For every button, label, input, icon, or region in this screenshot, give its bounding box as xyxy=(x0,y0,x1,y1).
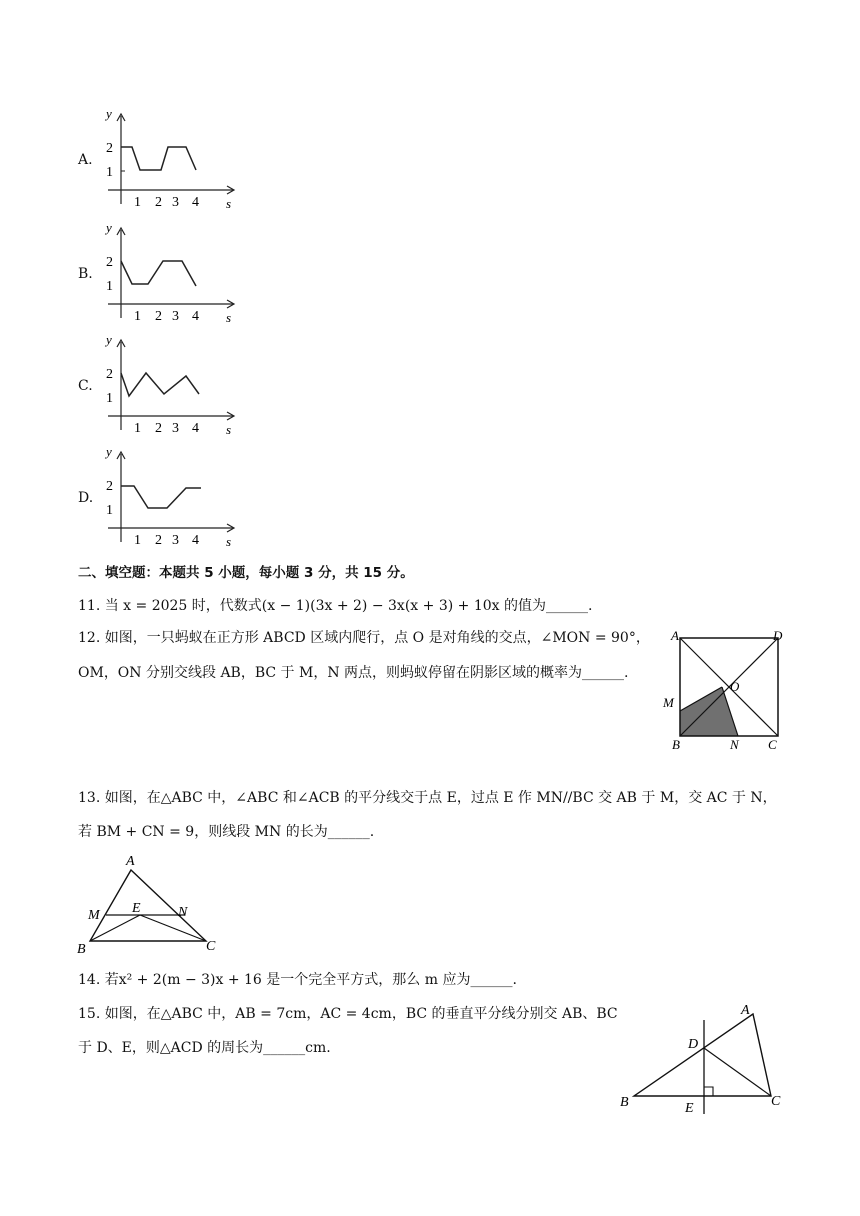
y-axis-label: y xyxy=(106,332,112,347)
x-axis-label: s xyxy=(226,534,232,549)
svg-text:1: 1 xyxy=(134,195,141,210)
svg-text:2: 2 xyxy=(155,421,162,436)
question-15-line1: 15. 如图，在△ABC 中，AB = 7cm，AC = 4cm，BC 的垂直平分线分别交 AB、BC xyxy=(78,1006,618,1022)
svg-text:E: E xyxy=(132,901,141,916)
svg-text:3: 3 xyxy=(172,421,179,436)
option-label: B. xyxy=(78,266,93,282)
svg-text:2: 2 xyxy=(106,367,113,382)
y-axis-label: y xyxy=(106,220,112,235)
option-b xyxy=(0,214,260,329)
square-figure xyxy=(660,626,790,754)
svg-text:2: 2 xyxy=(106,141,113,156)
svg-text:C: C xyxy=(768,737,777,752)
svg-text:2: 2 xyxy=(106,255,113,270)
svg-text:B: B xyxy=(672,737,680,752)
svg-text:A: A xyxy=(741,1003,750,1018)
section-heading: 二、填空题：本题共 5 小题，每小题 3 分，共 15 分。 xyxy=(78,565,414,581)
svg-text:3: 3 xyxy=(172,309,179,324)
svg-text:1: 1 xyxy=(106,165,113,180)
question-12-line2: OM，ON 分别交线段 AB，BC 于 M，N 两点，则蚂蚁停留在阴影区域的概率为______. xyxy=(78,665,629,681)
question-11: 11. 当 x = 2025 时，代数式(x − 1)(3x + 2) − 3x(x + 3) + 10x 的值为______. xyxy=(78,598,593,614)
svg-text:2: 2 xyxy=(155,195,162,210)
svg-text:M: M xyxy=(88,908,100,923)
x-axis-label: s xyxy=(226,310,232,325)
svg-text:B: B xyxy=(620,1095,629,1110)
svg-text:N: N xyxy=(178,905,188,920)
graph-line xyxy=(121,261,196,286)
svg-text:1: 1 xyxy=(106,279,113,294)
svg-text:M: M xyxy=(663,695,674,710)
svg-text:O: O xyxy=(730,679,740,694)
svg-text:4: 4 xyxy=(192,309,199,324)
x-axis-label: s xyxy=(226,422,232,437)
option-d xyxy=(0,438,260,553)
graph-line xyxy=(121,147,196,170)
svg-text:1: 1 xyxy=(106,391,113,406)
question-12-line1: 12. 如图，一只蚂蚁在正方形 ABCD 区域内爬行，点 O 是对角线的交点，∠MON = 90°， xyxy=(78,630,650,646)
svg-text:D: D xyxy=(773,628,783,643)
triangle-figure-13 xyxy=(74,852,234,954)
graph-line xyxy=(121,486,201,508)
y-axis-label: y xyxy=(106,444,112,459)
svg-text:C: C xyxy=(771,1094,781,1109)
svg-text:A: A xyxy=(671,628,679,643)
svg-text:1: 1 xyxy=(134,309,141,324)
option-c-graph xyxy=(100,326,245,441)
triangle-figure-15 xyxy=(618,996,793,1120)
svg-text:1: 1 xyxy=(134,421,141,436)
option-a-graph xyxy=(100,100,245,215)
question-15-line2: 于 D、E，则△ACD 的周长为______cm. xyxy=(78,1040,331,1056)
svg-text:4: 4 xyxy=(192,533,199,548)
svg-text:E: E xyxy=(685,1101,694,1116)
question-14: 14. 若x² + 2(m − 3)x + 16 是一个完全平方式，那么 m 应为______. xyxy=(78,972,517,988)
y-axis-label: y xyxy=(106,106,112,121)
option-label: A. xyxy=(78,152,93,168)
svg-text:3: 3 xyxy=(172,533,179,548)
option-label: C. xyxy=(78,378,93,394)
option-b-graph xyxy=(100,214,245,329)
question-13-line1: 13. 如图，在△ABC 中，∠ABC 和∠ACB 的平分线交于点 E，过点 E 作 MN//BC 交 AB 于 M，交 AC 于 N， xyxy=(78,790,777,806)
x-axis-label: s xyxy=(226,196,232,211)
svg-text:3: 3 xyxy=(172,195,179,210)
option-c xyxy=(0,326,260,441)
svg-text:1: 1 xyxy=(106,503,113,518)
option-d-graph xyxy=(100,438,245,553)
svg-text:1: 1 xyxy=(134,533,141,548)
svg-text:2: 2 xyxy=(155,309,162,324)
svg-text:B: B xyxy=(77,942,86,954)
svg-text:D: D xyxy=(688,1037,699,1052)
svg-text:A: A xyxy=(126,854,135,869)
svg-text:4: 4 xyxy=(192,421,199,436)
svg-text:C: C xyxy=(206,939,216,954)
graph-line xyxy=(121,373,199,396)
svg-text:2: 2 xyxy=(106,479,113,494)
option-label: D. xyxy=(78,490,94,506)
option-a xyxy=(0,100,260,215)
svg-text:N: N xyxy=(730,737,739,752)
svg-text:4: 4 xyxy=(192,195,199,210)
svg-text:2: 2 xyxy=(155,533,162,548)
question-13-line2: 若 BM + CN = 9，则线段 MN 的长为______. xyxy=(78,824,375,840)
